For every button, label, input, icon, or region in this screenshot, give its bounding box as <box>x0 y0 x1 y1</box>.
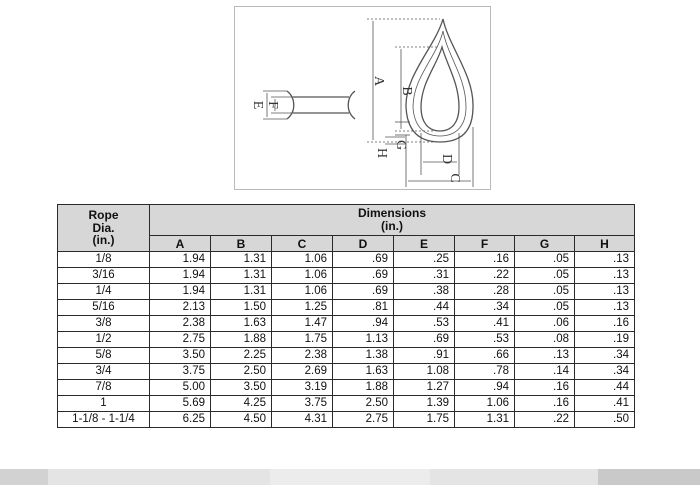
dimension-cell-a: 2.38 <box>150 316 211 332</box>
rope-diameter-cell: 3/16 <box>58 268 150 284</box>
dimension-cell-b: 1.50 <box>211 300 272 316</box>
dimension-cell-h: .41 <box>575 396 635 412</box>
dimension-cell-a: 1.94 <box>150 252 211 268</box>
dimension-cell-b: 1.31 <box>211 284 272 300</box>
table-row <box>58 348 635 364</box>
dimension-cell-a: 1.94 <box>150 268 211 284</box>
column-header-c: C <box>272 236 333 252</box>
dimension-cell-h: .44 <box>575 380 635 396</box>
dimension-cell-b: 2.25 <box>211 348 272 364</box>
dimension-cell-e: 1.27 <box>394 380 455 396</box>
dimension-cell-g: .05 <box>515 252 575 268</box>
dimension-cell-b: 4.25 <box>211 396 272 412</box>
dimension-cell-a: 2.75 <box>150 332 211 348</box>
dimension-cell-g: .05 <box>515 268 575 284</box>
dimension-cell-d: .69 <box>333 284 394 300</box>
table-row <box>58 364 635 380</box>
dimension-cell-c: 1.75 <box>272 332 333 348</box>
rope-diameter-cell: 3/8 <box>58 316 150 332</box>
strip-segment <box>0 469 48 485</box>
rope-diameter-header: Rope Dia. (in.) <box>58 205 150 252</box>
dimension-cell-g: .16 <box>515 380 575 396</box>
thimble-outline <box>406 19 473 142</box>
table-row <box>58 300 635 316</box>
dimension-cell-d: 2.50 <box>333 396 394 412</box>
dimension-cell-e: 1.75 <box>394 412 455 428</box>
thimble-dimensions-table <box>57 204 635 428</box>
label-e: E <box>250 100 265 110</box>
dimension-cell-e: .25 <box>394 252 455 268</box>
dimension-cell-c: 3.19 <box>272 380 333 396</box>
dimension-cell-d: 1.38 <box>333 348 394 364</box>
dimension-cell-d: .69 <box>333 252 394 268</box>
dimension-cell-e: .91 <box>394 348 455 364</box>
cross-section <box>287 91 355 119</box>
dimension-cell-f: .34 <box>455 300 515 316</box>
table-row <box>58 268 635 284</box>
dimension-cell-h: .13 <box>575 300 635 316</box>
dimension-cell-b: 1.31 <box>211 252 272 268</box>
dimension-cell-b: 1.31 <box>211 268 272 284</box>
label-c: C <box>447 173 462 183</box>
table-row <box>58 380 635 396</box>
dimension-cell-g: .14 <box>515 364 575 380</box>
rope-diameter-cell: 1/2 <box>58 332 150 348</box>
dimension-cell-g: .06 <box>515 316 575 332</box>
dimension-cell-e: .38 <box>394 284 455 300</box>
column-header-f: F <box>455 236 515 252</box>
dimension-cell-a: 1.94 <box>150 284 211 300</box>
dimension-cell-g: .08 <box>515 332 575 348</box>
dimension-cell-d: 1.63 <box>333 364 394 380</box>
bottom-strip <box>0 469 700 485</box>
rope-diameter-cell: 3/4 <box>58 364 150 380</box>
dimension-cell-a: 2.13 <box>150 300 211 316</box>
dimension-cell-e: .69 <box>394 332 455 348</box>
dimension-cell-c: 1.06 <box>272 284 333 300</box>
rope-diameter-cell: 1/4 <box>58 284 150 300</box>
dimension-cell-c: 2.38 <box>272 348 333 364</box>
dimension-cell-g: .16 <box>515 396 575 412</box>
dimension-cell-a: 5.69 <box>150 396 211 412</box>
dimension-cell-e: 1.39 <box>394 396 455 412</box>
dimension-cell-d: .69 <box>333 268 394 284</box>
dimension-cell-c: 1.25 <box>272 300 333 316</box>
page-footer-space <box>0 485 700 500</box>
dimension-cell-d: 2.75 <box>333 412 394 428</box>
table-row <box>58 316 635 332</box>
rope-diameter-cell: 5/16 <box>58 300 150 316</box>
dimensions-header: Dimensions (in.) <box>150 205 635 236</box>
table-row <box>58 332 635 348</box>
dimension-cell-f: .41 <box>455 316 515 332</box>
dimension-cell-a: 6.25 <box>150 412 211 428</box>
dimension-cell-a: 3.50 <box>150 348 211 364</box>
column-header-a: A <box>150 236 211 252</box>
dimension-cell-d: 1.13 <box>333 332 394 348</box>
dimension-cell-c: 1.47 <box>272 316 333 332</box>
label-a: A <box>371 75 386 87</box>
column-header-e: E <box>394 236 455 252</box>
dimension-cell-b: 2.50 <box>211 364 272 380</box>
dimension-cell-g: .22 <box>515 412 575 428</box>
dimension-cell-f: .94 <box>455 380 515 396</box>
dimension-cell-h: .16 <box>575 316 635 332</box>
strip-segment <box>598 469 700 485</box>
column-header-h: H <box>575 236 635 252</box>
dimension-cell-h: .13 <box>575 284 635 300</box>
thimble-drawing <box>235 7 492 191</box>
dimension-cell-b: 3.50 <box>211 380 272 396</box>
dimension-cell-f: 1.06 <box>455 396 515 412</box>
table-body <box>58 252 635 428</box>
dimension-cell-b: 4.50 <box>211 412 272 428</box>
table-row <box>58 412 635 428</box>
dimension-cell-c: 1.06 <box>272 268 333 284</box>
dimension-cell-e: 1.08 <box>394 364 455 380</box>
dimension-cell-h: .13 <box>575 252 635 268</box>
rope-diameter-cell: 1/8 <box>58 252 150 268</box>
dimension-cell-g: .05 <box>515 284 575 300</box>
strip-segment <box>270 469 430 485</box>
label-g: G <box>393 139 408 151</box>
rope-diameter-cell: 7/8 <box>58 380 150 396</box>
rope-diameter-cell: 1 <box>58 396 150 412</box>
label-f: F <box>265 101 280 109</box>
dimension-cell-c: 3.75 <box>272 396 333 412</box>
dimension-cell-e: .53 <box>394 316 455 332</box>
column-header-g: G <box>515 236 575 252</box>
label-d: D <box>439 153 454 165</box>
table-row <box>58 396 635 412</box>
dimension-cell-e: .31 <box>394 268 455 284</box>
dimension-cell-h: .19 <box>575 332 635 348</box>
dimension-cell-a: 3.75 <box>150 364 211 380</box>
label-b: B <box>399 86 414 96</box>
thimble-diagram <box>234 6 491 190</box>
table-row <box>58 252 635 268</box>
dimension-cell-f: .53 <box>455 332 515 348</box>
dimension-cell-f: 1.31 <box>455 412 515 428</box>
dimension-cell-c: 1.06 <box>272 252 333 268</box>
dimension-cell-h: .50 <box>575 412 635 428</box>
dimension-cell-d: 1.88 <box>333 380 394 396</box>
dimension-cell-c: 4.31 <box>272 412 333 428</box>
dimension-cell-h: .34 <box>575 348 635 364</box>
dimension-cell-e: .44 <box>394 300 455 316</box>
rope-diameter-cell: 1-1/8 - 1-1/4 <box>58 412 150 428</box>
dimension-cell-f: .78 <box>455 364 515 380</box>
table-row <box>58 284 635 300</box>
dimension-cell-c: 2.69 <box>272 364 333 380</box>
dimension-cell-h: .13 <box>575 268 635 284</box>
column-header-b: B <box>211 236 272 252</box>
rope-diameter-cell: 5/8 <box>58 348 150 364</box>
dimension-cell-f: .28 <box>455 284 515 300</box>
dimension-cell-f: .66 <box>455 348 515 364</box>
column-header-d: D <box>333 236 394 252</box>
label-h: H <box>374 147 389 159</box>
dimension-cell-f: .22 <box>455 268 515 284</box>
dimension-cell-d: .81 <box>333 300 394 316</box>
dimension-cell-b: 1.63 <box>211 316 272 332</box>
dimension-cell-g: .05 <box>515 300 575 316</box>
dimension-cell-a: 5.00 <box>150 380 211 396</box>
dimension-cell-b: 1.88 <box>211 332 272 348</box>
dimension-cell-d: .94 <box>333 316 394 332</box>
dimension-cell-f: .16 <box>455 252 515 268</box>
dimension-cell-g: .13 <box>515 348 575 364</box>
dimension-cell-h: .34 <box>575 364 635 380</box>
